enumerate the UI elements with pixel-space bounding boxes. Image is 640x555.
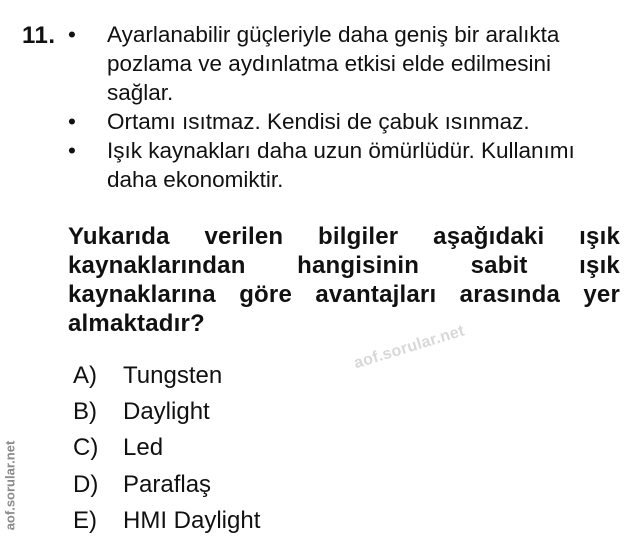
info-bullet-list [62, 20, 622, 194]
option-text: HMI Daylight [123, 506, 261, 534]
option-letter: D) [73, 470, 99, 498]
bullet-text: Ortamı ısıtmaz. Kendisi de çabuk ısınmaz. [107, 109, 530, 134]
bullet-marker: • [68, 109, 76, 134]
option-letter: C) [73, 434, 99, 462]
option-letter: B) [73, 398, 97, 426]
info-bullet [62, 20, 622, 107]
bullet-marker: • [68, 138, 76, 163]
option-text: Daylight [123, 398, 210, 426]
question-number: 11. [22, 22, 56, 49]
option-letter: A) [73, 362, 97, 389]
side-watermark: aof.sorular.net [2, 440, 18, 531]
option-text: Tungsten [123, 362, 223, 389]
option-text: Led [123, 434, 164, 462]
answer-option-e[interactable] [73, 503, 260, 539]
answer-option-b[interactable] [73, 394, 260, 430]
option-letter: E) [73, 506, 97, 534]
bullet-text: Ayarlanabilir güçleriyle daha geniş bir aralıkta pozlama ve aydınlatma etkisi elde edilmesini sağlar. [107, 22, 560, 105]
info-bullet [62, 107, 622, 136]
answer-options [73, 358, 260, 539]
watermark: aof.sorular.net [352, 322, 467, 373]
answer-option-a[interactable] [73, 358, 260, 394]
bullet-text: Işık kaynakları daha uzun ömürlüdür. Kullanımı daha ekonomiktir. [107, 138, 575, 192]
bullet-marker: • [68, 22, 76, 47]
answer-option-c[interactable] [73, 430, 260, 466]
option-text: Paraflaş [123, 470, 212, 498]
info-bullet [62, 136, 622, 194]
answer-option-d[interactable] [73, 467, 260, 503]
question-stem: Yukarıda verilen bilgiler aşağıdaki ışık kaynaklarından hangisinin sabit ışık kaynaklarına göre avantajları arasında yer almaktadır? [68, 223, 620, 337]
